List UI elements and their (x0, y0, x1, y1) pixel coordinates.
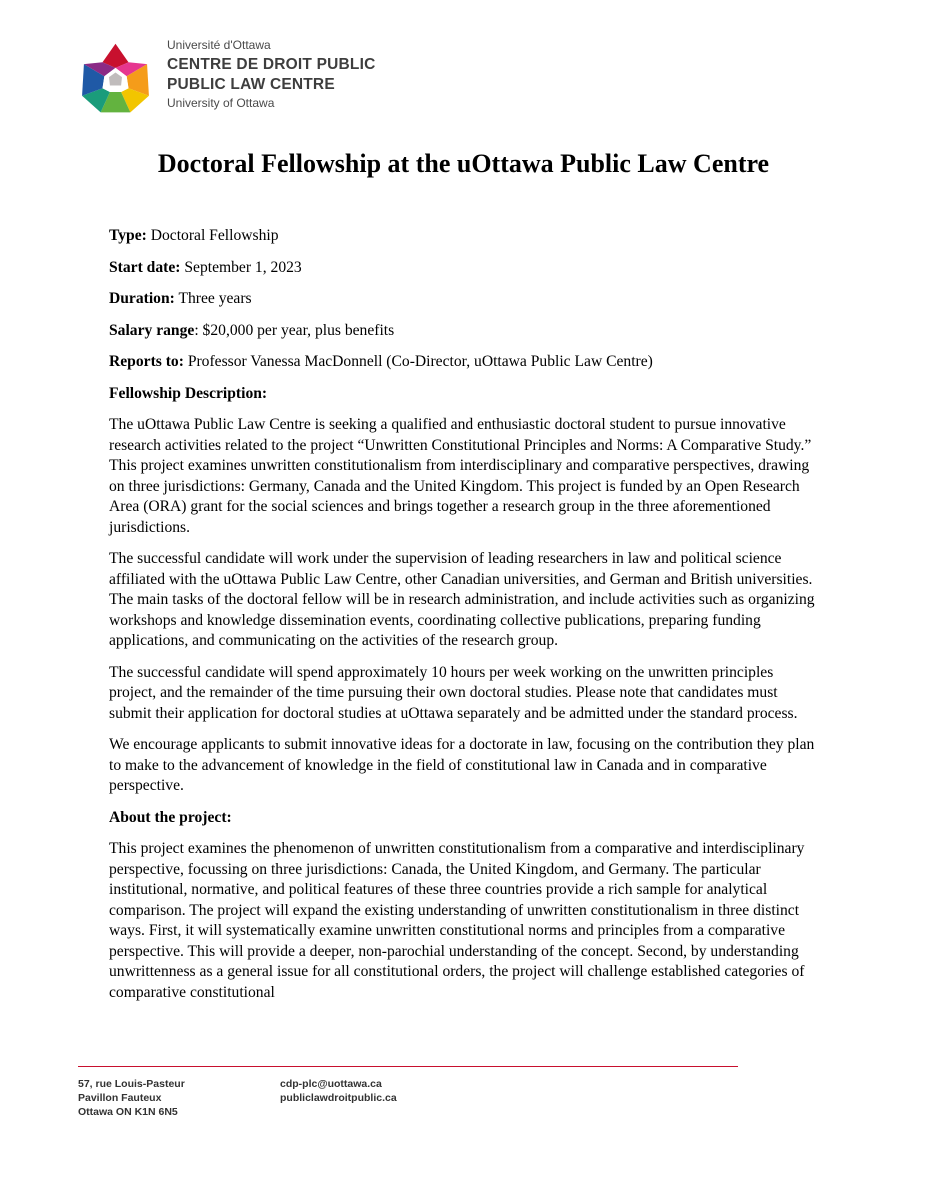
address-line: Ottawa ON K1N 6N5 (78, 1106, 178, 1118)
org-line-en: University of Ottawa (167, 96, 275, 110)
about-project-heading: About the project: (109, 808, 232, 826)
footer-divider (78, 1066, 738, 1067)
org-line-fr: Université d'Ottawa (167, 38, 271, 52)
address-line: 57, rue Louis-Pasteur (78, 1078, 185, 1090)
organization-name (167, 38, 376, 110)
detail-type: Type: Doctoral Fellowship (109, 227, 279, 244)
fellowship-paragraph: The successful candidate will spend approximately 10 hours per week working on the unwritten principles project, and the remainder of the time pursuing their own doctoral studies. Please note that candidates must submit their application for doctoral studies at uOttawa separately and be admitted under the standard process. (109, 663, 798, 722)
fellowship-paragraph: We encourage applicants to submit innovative ideas for a doctorate in law, focusing on the contribution they plan to make to the advancement of knowledge in the field of constitutional law in Canada and in comparative perspective. (109, 736, 815, 794)
org-line-centre-fr: CENTRE DE DROIT PUBLIC (167, 56, 376, 73)
footer-contact (280, 1077, 397, 1105)
address-line: Pavillon Fauteux (78, 1092, 162, 1104)
detail-duration: Duration: Three years (109, 290, 252, 307)
document-body (109, 226, 819, 1003)
fellowship-paragraph: The successful candidate will work under the supervision of leading researchers in law and political science affiliated with the uOttawa Public Law Centre, other Canadian universities, and German and British universities. The main tasks of the doctoral fellow will be in research administration, and include activities such as organizing workshops and knowledge dissemination events, coordinating collective publications, preparing funding applications, and communicating on the activities of the research group. (109, 550, 815, 649)
contact-website: publiclawdroitpublic.ca (280, 1092, 397, 1104)
detail-start-date: Start date: September 1, 2023 (109, 258, 302, 276)
footer-address (78, 1077, 185, 1119)
fellowship-paragraph: The uOttawa Public Law Centre is seeking a qualified and enthusiastic doctoral student to pursue innovative research activities related to the project “Unwritten Constitutional Principles and Norms: A Comparative Study.” This project examines unwritten constitutionalism from interdisciplinary and comparative perspectives, drawing on three jurisdictions: Germany, Canada and the United Kingdom. This project is funded by an Open Research Area (ORA) grant for the social sciences and brings together a research group in the three aforementioned jurisdictions. (109, 416, 812, 536)
detail-reports-to: Reports to: Professor Vanessa MacDonnell (Co-Director, uOttawa Public Law Centre) (109, 353, 653, 370)
org-line-centre-en: PUBLIC LAW CENTRE (167, 76, 335, 93)
detail-salary-range: Salary range: $20,000 per year, plus benefits (109, 321, 395, 339)
page-title: Doctoral Fellowship at the uOttawa Public Law Centre (157, 149, 770, 178)
contact-email: cdp-plc@uottawa.ca (280, 1078, 382, 1090)
fellowship-description-heading: Fellowship Description: (109, 384, 268, 402)
public-law-centre-logo (78, 40, 153, 118)
project-paragraph: This project examines the phenomenon of unwritten constitutionalism from a comparative and interdisciplinary perspective, focussing on three jurisdictions: Canada, the United Kingdom, and Germany. The particular institutional, normative, and political features of these three countries provide a rich sample for analytical comparison. The project will expand the existing understanding of unwritten constitutionalism in three distinct ways. First, it will systematically examine unwritten constitutional norms and principles from a comparative perspective. This will provide a deeper, non-parochial understanding of the concept. Second, by understanding unwrittenness as a general issue for all constitutional orders, the project will challenge established categories of comparative constitutional (109, 840, 805, 1001)
